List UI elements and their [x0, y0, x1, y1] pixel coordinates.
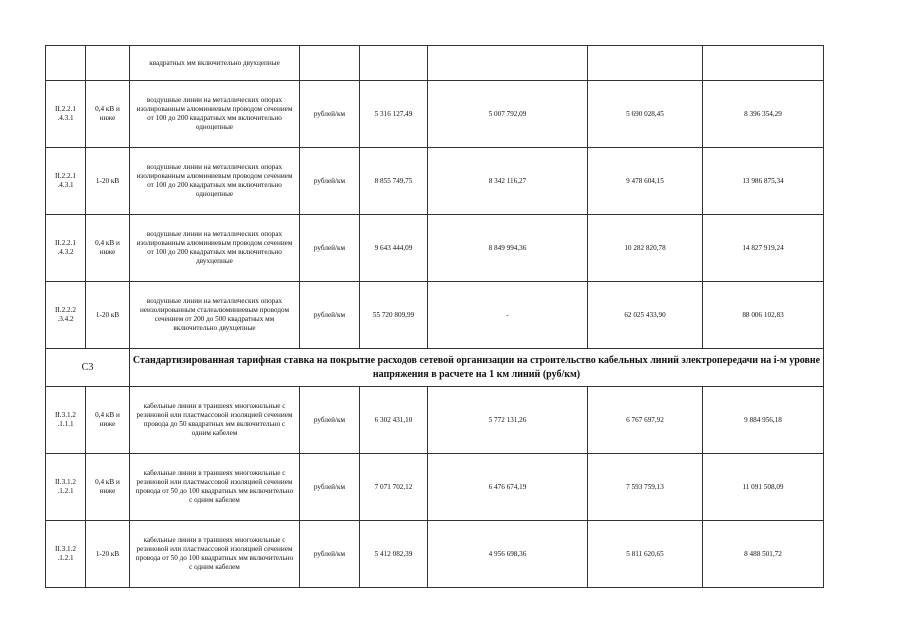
row-value-1: 55 720 809,99 [360, 282, 428, 349]
row-unit: рублей/км [300, 521, 360, 588]
table-row [46, 148, 824, 215]
row-description: кабельные линии в траншеях многожильные с резиновой или пластмассовой изоляцией сечением провода от 50 до 100 квадратных мм включительно с одним кабелем [130, 521, 300, 588]
row-value-3: 10 282 820,78 [588, 215, 703, 282]
row-value-3: 7 593 759,13 [588, 454, 703, 521]
row-value-2: - [428, 282, 588, 349]
section-title: Стандартизированная тарифная ставка на покрытие расходов сетевой организации на строительство кабельных линий электропередачи на i-м уровне напряжения в расчете на 1 км линий (руб/км) [130, 349, 824, 387]
table-row [46, 46, 824, 81]
row-value-1 [360, 46, 428, 81]
row-voltage: 0,4 кВ и ниже [86, 81, 130, 148]
row-value-2: 8 342 116,27 [428, 148, 588, 215]
row-value-4: 9 884 956,18 [703, 387, 824, 454]
section-header-row [46, 349, 824, 387]
row-value-1: 5 316 127,49 [360, 81, 428, 148]
section-code: С3 [46, 349, 130, 387]
row-voltage: 0,4 кВ и ниже [86, 215, 130, 282]
row-unit: рублей/км [300, 282, 360, 349]
row-code: II.2.2.1 .4.3.2 [46, 215, 86, 282]
table-row [46, 387, 824, 454]
tariff-table-page [45, 45, 823, 588]
row-unit [300, 46, 360, 81]
row-code: II.3.1.2 .1.2.1 [46, 521, 86, 588]
tariff-table [45, 45, 824, 588]
row-unit: рублей/км [300, 148, 360, 215]
row-description: кабельные линии в траншеях многожильные с резиновой или пластмассовой изоляцией сечением провода от 50 до 100 квадратных мм включительно с одним кабелем [130, 454, 300, 521]
row-description: воздушные линии на металлических опорах неизолированным сталеалюминиевым проводом сечением от 200 до 500 квадратных мм включительно двухцепные [130, 282, 300, 349]
row-description: кабельные линии в траншеях многожильные с резиновой или пластмассовой изоляцией сечением провода до 50 квадратных мм включительно с одним кабелем [130, 387, 300, 454]
row-voltage: 0,4 кВ и ниже [86, 454, 130, 521]
row-value-2: 4 956 698,36 [428, 521, 588, 588]
row-value-2 [428, 46, 588, 81]
row-code: II.2.2.1 .4.3.1 [46, 148, 86, 215]
row-value-3: 62 025 433,90 [588, 282, 703, 349]
row-value-1: 5 412 082,39 [360, 521, 428, 588]
row-value-2: 5 007 792,09 [428, 81, 588, 148]
row-code: II.3.1.2 .1.1.1 [46, 387, 86, 454]
row-code: II.2.2.2 .3.4.2 [46, 282, 86, 349]
table-row [46, 81, 824, 148]
row-value-4: 13 986 875,34 [703, 148, 824, 215]
row-value-3: 9 478 604,15 [588, 148, 703, 215]
row-value-4: 8 488 501,72 [703, 521, 824, 588]
table-row [46, 454, 824, 521]
row-description: воздушные линии на металлических опорах изолированным алюминиевым проводом сечением от 100 до 200 квадратных мм включительно одноцепные [130, 148, 300, 215]
row-value-2: 6 476 674,19 [428, 454, 588, 521]
row-description: квадратных мм включительно двухцепные [130, 46, 300, 81]
row-value-1: 9 643 444,09 [360, 215, 428, 282]
row-value-1: 8 855 749,75 [360, 148, 428, 215]
row-voltage: 0,4 кВ и ниже [86, 387, 130, 454]
row-unit: рублей/км [300, 215, 360, 282]
row-value-1: 7 071 702,12 [360, 454, 428, 521]
row-unit: рублей/км [300, 454, 360, 521]
row-voltage: 1-20 кВ [86, 521, 130, 588]
row-value-2: 5 772 131,26 [428, 387, 588, 454]
row-code: II.2.2.1 .4.3.1 [46, 81, 86, 148]
row-unit: рублей/км [300, 387, 360, 454]
table-row [46, 521, 824, 588]
row-value-2: 8 849 994,36 [428, 215, 588, 282]
row-value-4: 88 006 102,83 [703, 282, 824, 349]
row-voltage: 1-20 кВ [86, 148, 130, 215]
row-code: II.3.1.2 .1.2.1 [46, 454, 86, 521]
row-voltage: 1-20 кВ [86, 282, 130, 349]
row-value-3: 5 690 028,45 [588, 81, 703, 148]
row-value-4: 14 827 919,24 [703, 215, 824, 282]
row-unit: рублей/км [300, 81, 360, 148]
row-value-1: 6 302 431,10 [360, 387, 428, 454]
row-code [46, 46, 86, 81]
row-value-3 [588, 46, 703, 81]
table-row [46, 282, 824, 349]
row-value-3: 6 767 697,92 [588, 387, 703, 454]
row-description: воздушные линии на металлических опорах изолированным алюминиевым проводом сечением от 100 до 200 квадратных мм включительно двухцепные [130, 215, 300, 282]
row-value-4: 11 091 508,09 [703, 454, 824, 521]
table-row [46, 215, 824, 282]
row-value-4 [703, 46, 824, 81]
row-value-3: 5 811 620,65 [588, 521, 703, 588]
row-description: воздушные линии на металлических опорах изолированным алюминиевым проводом сечением от 100 до 200 квадратных мм включительно одноцепные [130, 81, 300, 148]
row-value-4: 8 396 354,29 [703, 81, 824, 148]
row-voltage [86, 46, 130, 81]
